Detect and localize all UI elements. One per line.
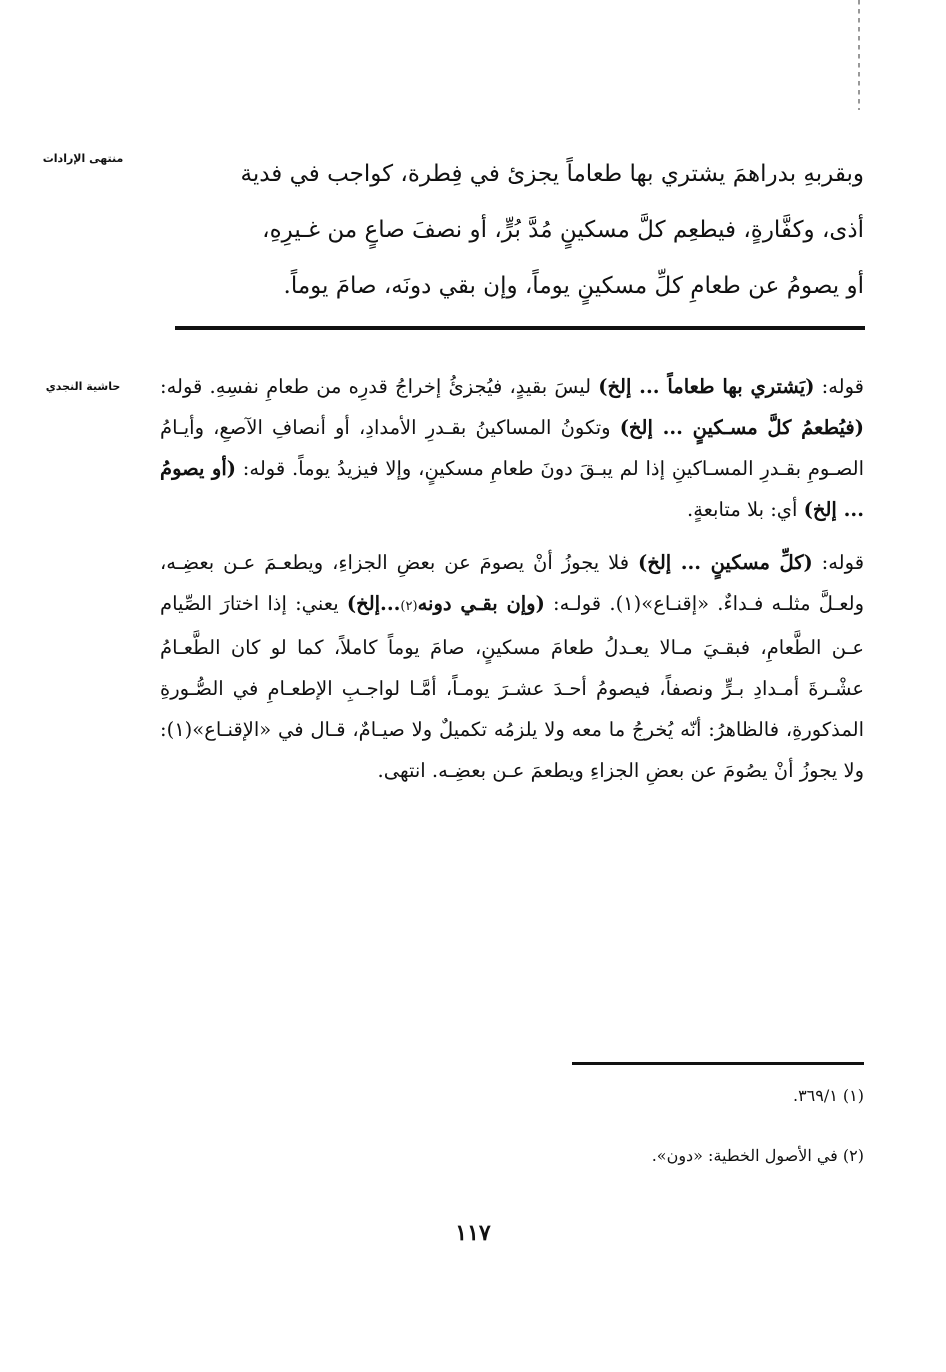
footnote-separator-rule xyxy=(572,1062,864,1065)
matn-line: أذى، وكفَّارةٍ، فيطعِم كلَّ مسكينٍ مُدَّ بُرٍّ، أو نصفَ صاعٍ من غـيرِهِ، xyxy=(262,217,864,243)
footnote-reference: (٢) xyxy=(400,599,418,614)
quoted-matn-phrase: (أو يصومُ ... إلخ) xyxy=(160,457,864,521)
hashiya-text: فلا يجوزُ أنْ يصومَ عن بعضِ الجزاءِ، ويطعـمَ عـن بعضِـه، ولعـلَّ مثلـه فـداءٌ. «إقنـاع»(١). قولـه: xyxy=(160,551,864,615)
hashiya-paragraph xyxy=(160,542,864,791)
matn-line: أو يصومُ عن طعامِ كلِّ مسكينٍ يوماً، وإن بقي دونَه، صامَ يوماً. xyxy=(283,273,864,299)
hashiya-text: قوله: xyxy=(814,375,864,398)
page-number: ١١٧ xyxy=(455,1220,491,1246)
hashiya-text: ليسَ بقيدٍ، فيُجزئُ إخراجُ قدرِه من طعامِ نفسِهِ. قوله: xyxy=(160,375,599,398)
hashiya-text: قوله: xyxy=(812,551,865,574)
matn-text-block xyxy=(158,146,864,314)
hashiya-text: أي: بلا متابعةٍ. xyxy=(687,498,804,521)
quoted-matn-phrase: (فيُطعمُ كلَّ مسـكينٍ ... إلخ) xyxy=(619,416,864,439)
quoted-matn-phrase: (يَشتري بها طعاماً ... إلخ) xyxy=(598,375,815,398)
hashiya-text-block xyxy=(160,366,864,791)
matn-separator-rule xyxy=(175,326,865,330)
matn-margin-label: منتهى الإرادات xyxy=(42,152,124,165)
hashiya-paragraph xyxy=(160,366,864,530)
hashiya-margin-label: حاشية النجدي xyxy=(45,380,121,393)
quoted-matn-phrase: (وإن بقـي دونه xyxy=(417,592,545,615)
hashiya-text: وتكونُ المساكينُ بقـدرِ الأمدادِ، أو أنصافِ الآصعِ، وأيـامُ الصـومِ بقـدرِ المسـاكينِ إذا لم يبـقَ دونَ طعامِ مسكينٍ، وإلا فيزيدُ يوماً. قوله: xyxy=(160,416,864,480)
quoted-matn-phrase: (كلِّ مسكينٍ ... إلخ) xyxy=(638,551,813,574)
quoted-matn-phrase: ...إلخ) xyxy=(346,592,401,615)
footnote-1: (١) ٣٦٩/١. xyxy=(792,1086,864,1105)
matn-line: وبقربهِ بدراهمَ يشتري بها طعاماً يجزئ في فِطرة، كواجب في فدية xyxy=(240,161,864,187)
margin-dotted-line xyxy=(858,0,860,110)
hashiya-text: يعني: إذا اختارَ الصِّيام عـن الطَّعامِ، فبقـيَ مـالا يعـدلُ طعامَ مسكينٍ، صامَ يوماً كاملاً، كما لو كان الطَّعـامُ عشْـرةَ أمـدادِ بـرٍّ ونصفاً، فيصومُ أحـدَ عشـرَ يومـاً، أمَّـا لواجـبِ الإطعـامِ في الصُّـورةِ المذكورةِ، فالظاهرُ: أنّه يُخرجُ ما معه ولا يلزمُه تكميلٌ ولا صيـامٌ، قـال في «الإقنـاع»(١): ولا يجوزُ أنْ يصُومَ عن بعضِ الجزاءِ ويطعمَ عـن بعضِـه. انتهى. xyxy=(160,592,864,782)
footnote-2: (٢) في الأصول الخطية: «دون». xyxy=(651,1146,864,1165)
